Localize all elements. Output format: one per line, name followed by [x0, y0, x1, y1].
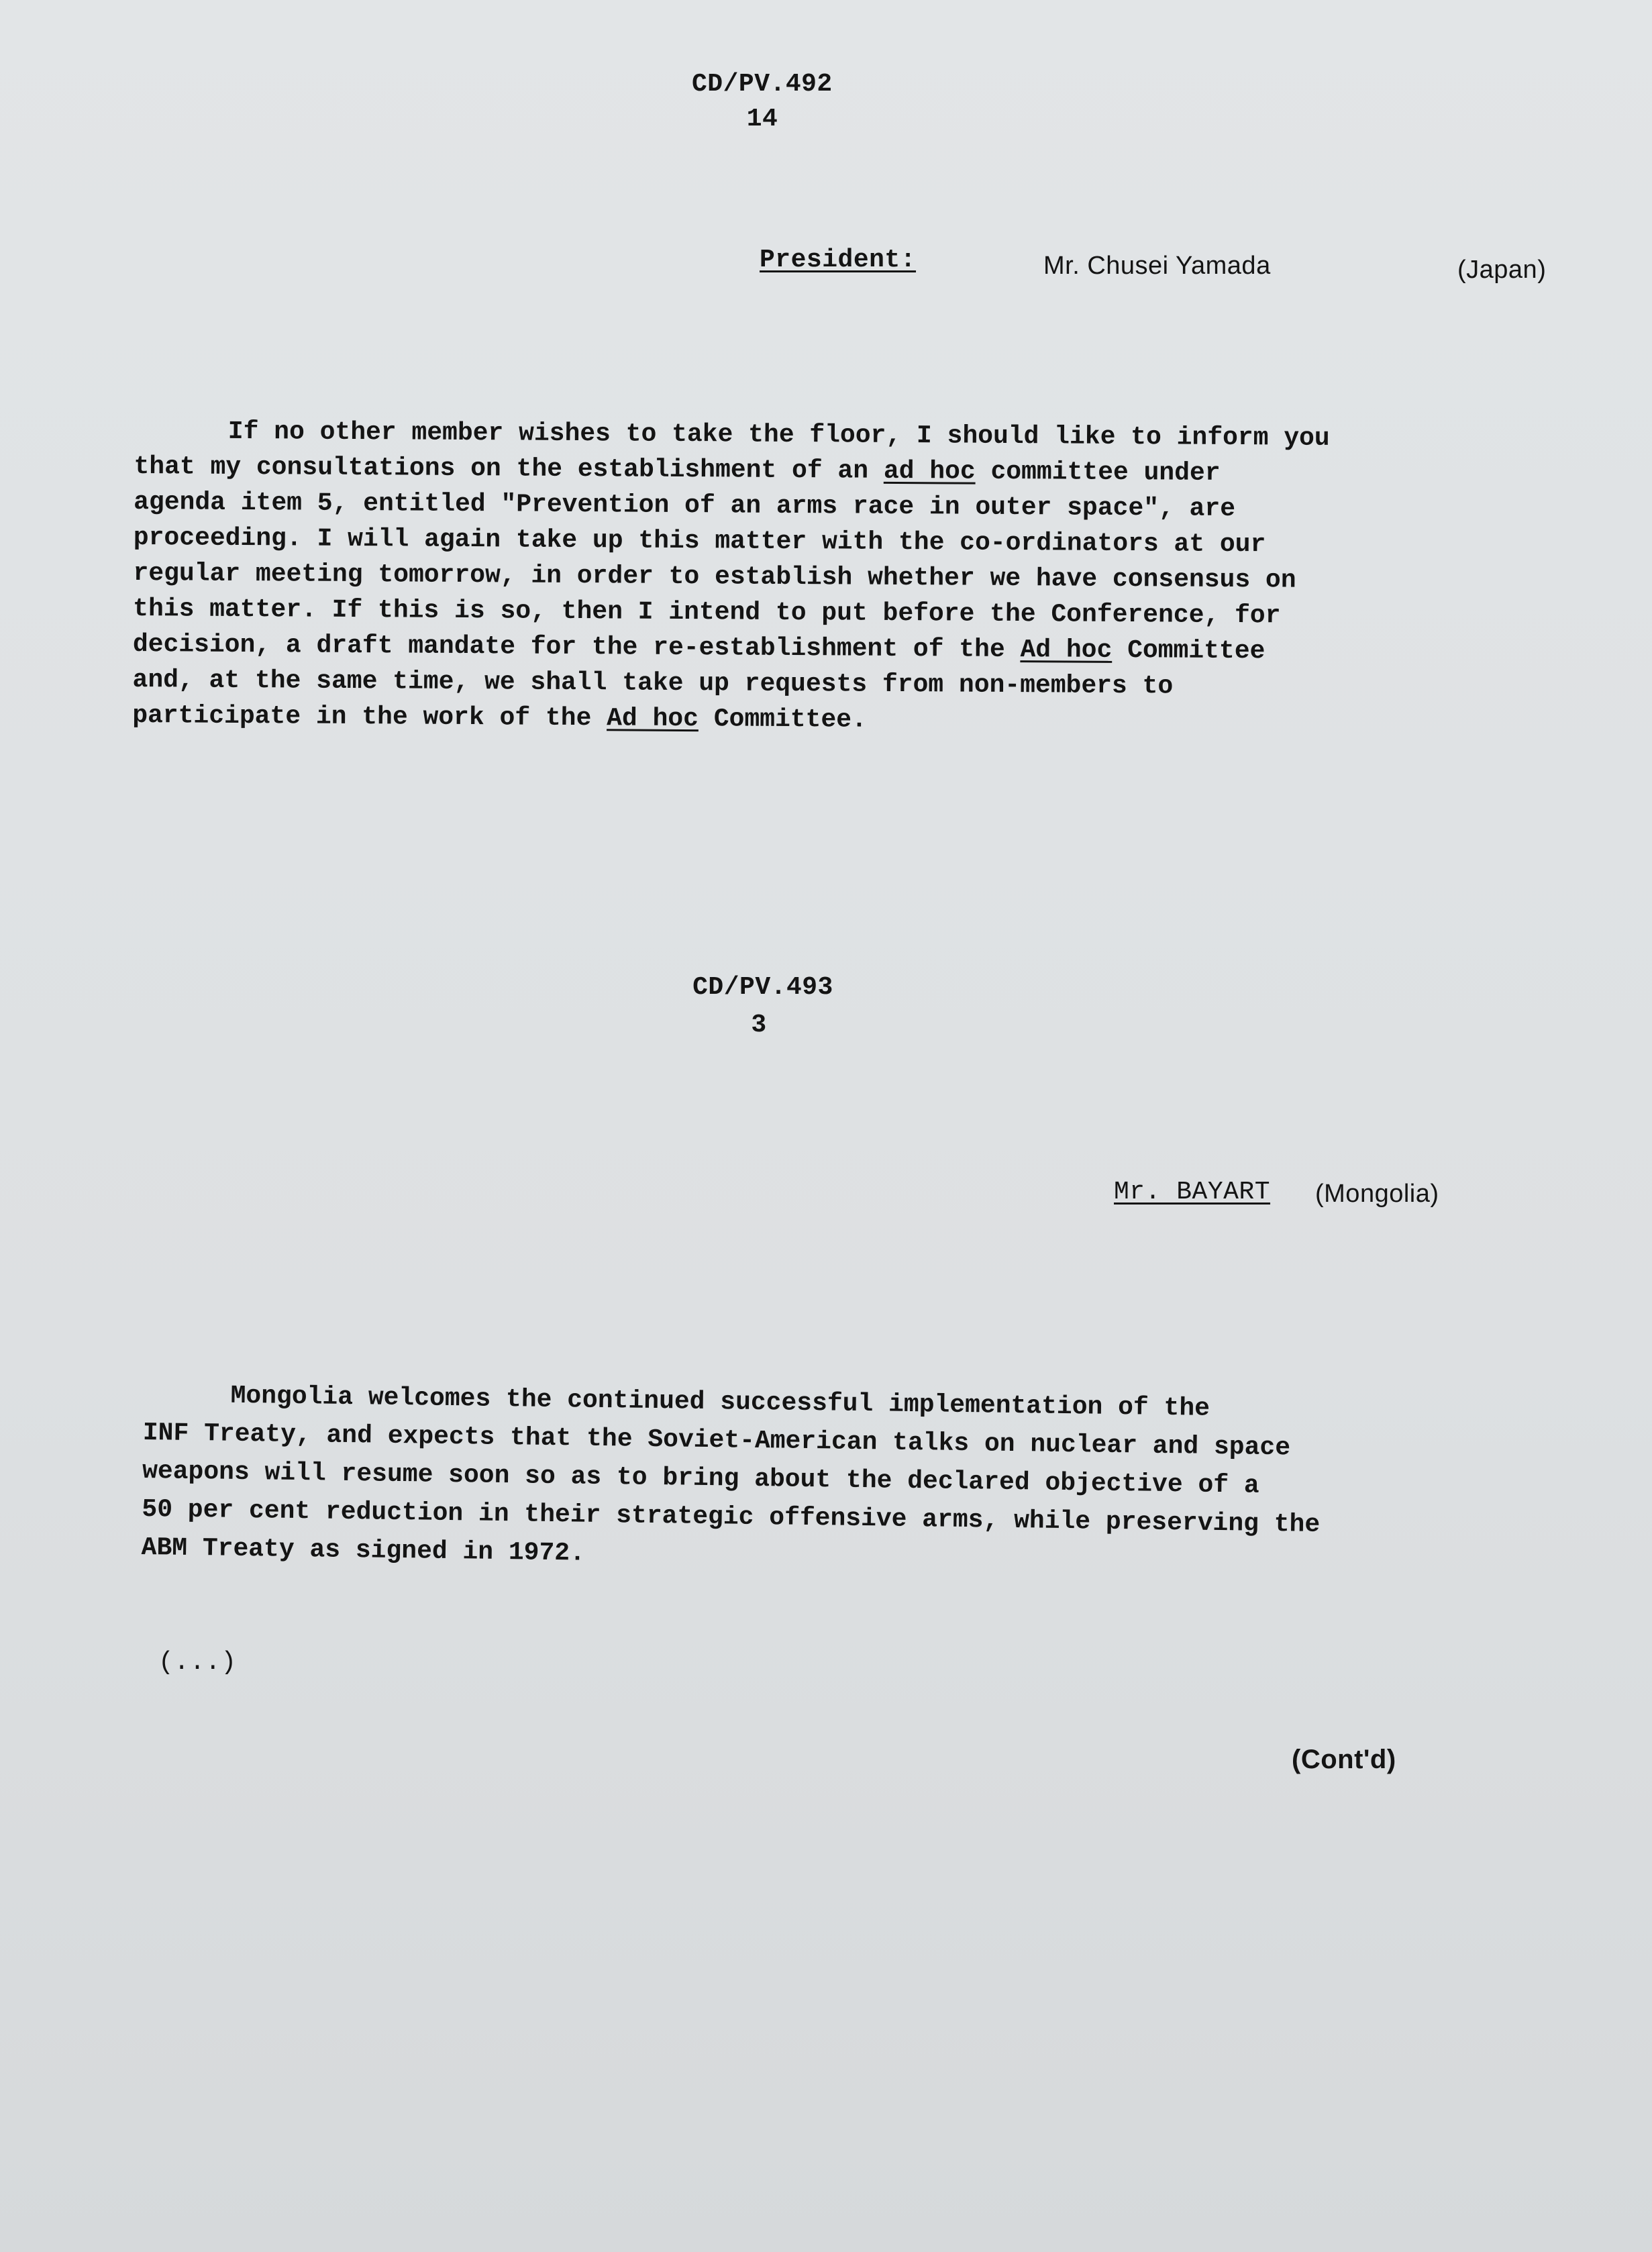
statement-line: INF Treaty, and expects that the Soviet-American talks on nuclear and space [142, 1418, 1291, 1463]
president-statement [132, 413, 1330, 741]
page-number-2: 3 [751, 1011, 767, 1039]
statement-line: ABM Treaty as signed in 1972. [141, 1533, 586, 1568]
statement-text: and, at the same time, we shall take up requests from non-members to [132, 665, 1174, 701]
mongolia-statement [141, 1376, 1321, 1582]
president-label: President: [760, 246, 917, 274]
statement-text: If no other member wishes to take the floor, I should like to inform you [227, 417, 1330, 453]
page-number-1: 14 [746, 105, 778, 134]
continued-marker: (Cont'd) [1292, 1745, 1396, 1774]
speaker-country: (Mongolia) [1315, 1180, 1439, 1208]
doc-symbol-2: CD/PV.493 [692, 973, 833, 1002]
underlined-term: Ad hoc [607, 704, 699, 734]
president-country: (Japan) [1457, 256, 1547, 284]
statement-text: committee under [975, 457, 1221, 488]
speaker-name: Mr. BAYART [1114, 1178, 1271, 1207]
statement-text: participate in the work of the [132, 701, 607, 733]
underlined-term: ad hoc [883, 456, 976, 487]
ellipsis: (...) [158, 1648, 237, 1677]
underlined-term: Ad hoc [1020, 635, 1113, 665]
statement-text: regular meeting tomorrow, in order to establish whether we have consensus on [133, 558, 1296, 595]
statement-text: that my consultations on the establishment of an [134, 452, 884, 486]
statement-text: Committee [1112, 635, 1266, 666]
statement-line: Mongolia welcomes the continued successful implementation of the [230, 1381, 1210, 1423]
statement-text: agenda item 5, entitled "Prevention of an arms race in outer space", are [134, 487, 1236, 524]
statement-line: 50 per cent reduction in their strategic offensive arms, while preserving the [142, 1494, 1321, 1539]
statement-line: weapons will resume soon so as to bring about the declared objective of a [142, 1456, 1259, 1500]
statement-text: this matter. If this is so, then I intend to put before the Conference, for [133, 594, 1281, 631]
statement-text: Committee. [698, 705, 867, 735]
statement-line [132, 698, 1328, 741]
statement-text: proceeding. I will again take up this matter with the co-ordinators at our [133, 523, 1266, 560]
president-name: Mr. Chusei Yamada [1043, 252, 1271, 280]
statement-text: decision, a draft mandate for the re-establishment of the [132, 629, 1021, 665]
doc-symbol-1: CD/PV.492 [692, 70, 833, 99]
